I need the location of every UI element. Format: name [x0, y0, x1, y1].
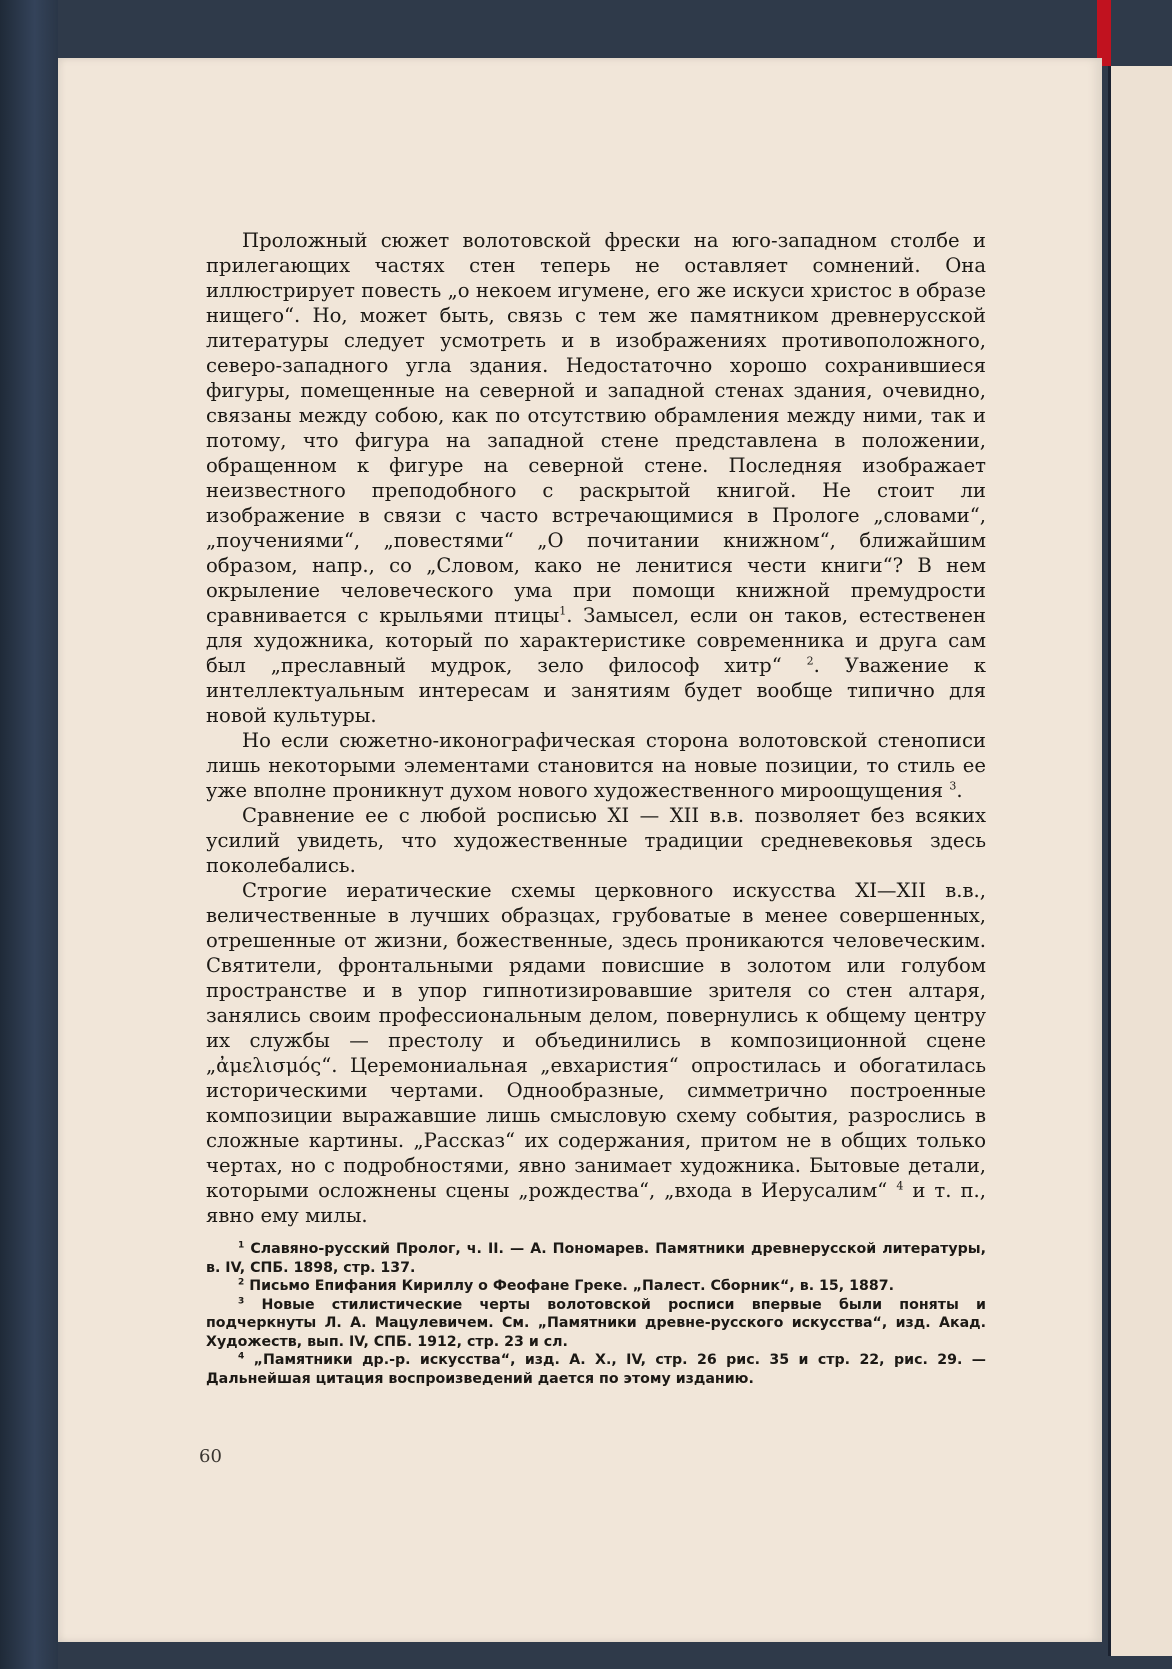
footnote-marker: 2: [238, 1277, 245, 1288]
footnote-ref-1[interactable]: 1: [559, 604, 567, 618]
footnote-ref-4[interactable]: 4: [896, 1179, 904, 1193]
footnote-1: $^1$ Славяно-русский Пролог, ч. II. — А. Пономарев. Памятники древнерусской литературы, в. IV, СПБ. 1898, стр. 137.: [206, 1240, 986, 1276]
paragraph-3: Сравнение ее с любой росписью XI — XII в.в. позволяет без всяких усилий увидеть, что художественные традиции средневековья здесь поколебались.: [206, 804, 986, 877]
adjacent-page-edge: [1108, 66, 1172, 1656]
paragraph-4: Строгие иератические схемы церковного искусства XI—XII в.в., величественные в лучших образцах, грубоватые в менее совершенных, отрешенные от жизни, божественные, здесь проникаются человеческим. Святители, фронтальными рядами повисшие в золотом или голубом пространстве и в упор гипнотизировавшие зрителя со стен алтаря, занялись своим профессиональным делом, повернулись к общему центру их службы — престолу и объединились в композиционной сцене „ἀμελισμός“. Церемониальная „евхаристия“ опростилась и обогатилась историческими чертами. Однообразные, симметрично построенные композиции выражавшие лишь смысловую схему события, разрослись в сложные картины. „Рассказ“ их содержания, притом не в общих только чертах, но с подробностями, явно занимает художника. Бытовые детали, которыми осложнены сцены „рождества“, „входа в Иерусалим“ $^4$ и т. п., явно ему милы.: [206, 879, 986, 1227]
paragraph-1: Проложный сюжет волотовской фрески на юго-западном столбе и прилегающих частях стен теперь не оставляет сомнений. Она иллюстрирует повесть „о некоем игумене, его же искуси христос в образе нищего“. Но, может быть, связь с тем же памятником древнерусской литературы следует усмотреть и в изображениях противоположного, северо-западного угла здания. Недостаточно хорошо сохранившиеся фигуры, помещенные на северной и западной стенах здания, очевидно, связаны между собою, как по отсутствию обрамления между ними, так и потому, что фигура на западной стене представлена в положении, обращенном к фигуре на северной стене. Последняя изображает неизвестного преподобного с раскрытой книгой. Не стоит ли изображение в связи с часто встречающимися в Прологе „словами“, „поучениями“, „повестями“ „О почитании книжном“, ближайшим образом, напр., со „Словом, како не ленитися чести книги“? В нем окрыление человеческого ума при помощи книжной премудрости сравнивается с крыльями птицы$^1$. Замысел, если он таков, естественен для художника, который по характеристике современника и друга сам был „преславный мудрок, зело философ хитр“ $^2$. Уважение к интеллектуальным интересам и занятиям будет вообще типично для новой культуры.: [206, 229, 986, 727]
book-binding: [0, 0, 58, 1669]
footnote-marker: 3: [238, 1295, 245, 1306]
footnote-3: $^3$ Новые стилистические черты волотовской росписи впервые были поняты и подчеркнуты Л. А. Мацулевичем. См. „Памятники древне-русского искусства“, изд. Акад. Художеств, вып. IV, СПБ. 1912, стр. 23 и сл.: [206, 1295, 986, 1350]
main-text: [206, 228, 986, 1388]
footnote-ref-3[interactable]: 3: [949, 779, 957, 793]
footnotes: [206, 1240, 986, 1388]
footnote-4: $^4$ „Памятники др.-р. искусства“, изд. А. Х., IV, стр. 26 рис. 35 и стр. 22, рис. 29. — Дальнейшая цитация воспроизведений дается по этому изданию.: [206, 1351, 986, 1387]
footnote-ref-2[interactable]: 2: [806, 654, 814, 668]
footnote-marker: 4: [238, 1351, 245, 1362]
page-number: 60: [199, 1446, 222, 1467]
paragraph-2: Но если сюжетно-иконографическая сторона волотовской стенописи лишь некоторыми элементами становится на новые позиции, то стиль ее уже вполне проникнут духом нового художественного мироощущения $^3$.: [206, 729, 986, 802]
red-tab: [1097, 0, 1111, 66]
footnote-2: $^2$ Письмо Епифания Кириллу о Феофане Греке. „Палест. Сборник“, в. 15, 1887.: [238, 1277, 894, 1294]
footnote-marker: 1: [238, 1240, 245, 1251]
